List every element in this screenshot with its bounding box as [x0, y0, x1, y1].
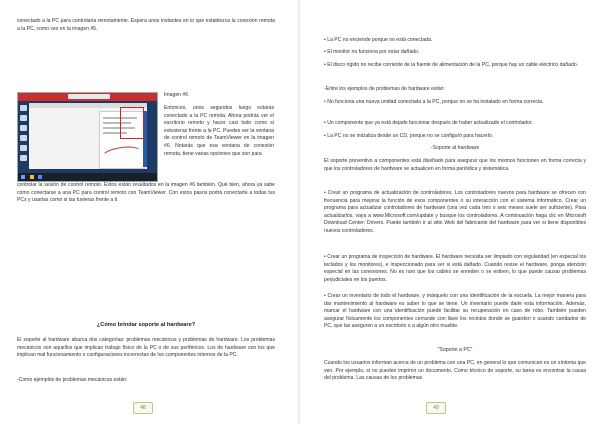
- taskbar-folder-icon: [30, 175, 34, 179]
- image-caption: Imagen #6: [164, 92, 189, 98]
- drivers-paragraph: • Crear un programa de actualización de controladores. Los controladores nuevos para hardware se ofrecen con frecuencia para mejorar la función de esos componentes o su interacción con el sistema informático. Crear un programa para actualizar controladores de hardware (una vez cada tres o seis meses suele ser suficiente). Para actualizarlos, vaya a www.Microsoft.com/update y busque los controladores. A continuación haga clic en Microsoft Download Center: Drivers. Puede también ir al sitio Web del fabricante del hardware para ver si tiene disponibles nuevos controladores.: [324, 190, 586, 234]
- desktop-icon: [20, 105, 27, 111]
- inspection-paragraph: • Crear un programa de inspección de hardware. El hardware necesita ser limpiado con regularidad (en especial los teclados y los monitores), e inspeccionado para ver si está dañado. Cuando revise el hardware, ponga atención especial en las conexiones. No es raro que los cables se enreden o se estiren, lo que puede causar problemas perjudiciales en los puertos.: [324, 254, 586, 283]
- desktop-icon: [20, 155, 27, 161]
- bullet-item: • La PC no se inicializa desde un CD, porque no se configuró para hacerlo.: [324, 133, 494, 139]
- bullet-item: • Un componente que ya está dejado funcionar después de haber actualizado el controlador.: [324, 120, 533, 126]
- page-number: 49: [426, 402, 446, 414]
- continuation-paragraph: controlar la sesión de control remoto. Estos están resaltados en la imagen #6 también. Qué bien, ahora ya sabe cómo conectarse a una PC para control remoto con TeamViewer. Con estos pasos podrá conectarte a todas tus PCs y usarlas como si las tuvieras frente a ti.: [17, 182, 275, 204]
- bullet-item: • El disco rígido no recibe corriente de la fuente de alimentación de la PC, porque hay un cable eléctrico dañado.: [324, 62, 579, 68]
- inventory-paragraph: • Crear un inventario de todo el hardware, y márquelo con una identificación de la escuela. La mejor manera para dar mantenimiento al hardware es saber lo que se tiene. Un inventario puede darle esta información. Además, marcar el hardware con una identificación puede facilitar su recuperación en caso de robo. También pueden asegurar físicamente los componentes cerrando con llave los recintos donde se guarden o usando candados de PC, que las aseguren a un escritorio o a algún otro mueble.: [324, 293, 586, 330]
- preventive-paragraph: El soporte preventivo a componentes está diseñado para asegurar que los mismos funcionen en forma correcta y que los controladores de hardware se actualicen en forma periódica y sistemática.: [324, 158, 586, 172]
- teamviewer-screenshot: [17, 92, 158, 182]
- taskbar-app-icon: [38, 175, 42, 179]
- desktop-icon: [20, 135, 27, 141]
- mechanical-examples-intro: -Como ejemplos de problemas mecánicos están:: [17, 377, 128, 383]
- hardware-paragraph: El soporte al hardware abarca dos categorías: problemas mecánicos y problemas de hardware. Los problemas mecánicos son aquellos que implican trabajo físico de la PC o de sus periféricos. Los de hardware son los que implican mal funcionamiento o configuraciones incorrectas de los componentes internos de la PC.: [17, 337, 275, 359]
- pc-support-paragraph: Cuando los usuarios informan acerca de un problema con una PC, en general lo que comunican es un síntoma que ven. Por ejemplo, si no pueden imprimir un documento. Como técnico de soporte, su tarea es encontrar la causa del problema. Las causas de los problemas: [324, 360, 586, 382]
- subheading: -Soporte al hardware: [430, 145, 480, 151]
- hardware-examples-intro: -Entre los ejemplos de problemas de hardware están:: [324, 86, 445, 92]
- screenshot-title-field: [68, 94, 110, 99]
- start-icon: [21, 175, 25, 179]
- image-side-text: Entonces, unos segundos luego estarás conectado a la PC remota. Ahora podrás ver el escritorio remoto y hacer casi todo como si estuvieras frente a la PC. Puedes ver la ventana de control remoto de TeamViewer en la imagen #6. Notarás que esa ventana de conexión remota, tiene varias opciones que son para: [164, 105, 274, 157]
- desktop-icon: [20, 145, 27, 151]
- right-page: [300, 0, 600, 424]
- intro-paragraph: conectado a la PC para controlarla remotamente. Espera unos instantes en lo que establezca la conexion remota a la PC, como ves en la imagen #5.: [17, 18, 275, 32]
- subheading: "Soporte a PC": [437, 347, 473, 353]
- bullet-item: • La PC no enciende porque no está conectada.: [324, 37, 433, 43]
- page-number: 48: [133, 402, 153, 414]
- highlight-frame: [120, 107, 144, 139]
- desktop-icon: [20, 125, 27, 131]
- bullet-item: • El monitor no funciona por estar dañado.: [324, 49, 420, 55]
- section-heading: ¿Cómo brindar soporte al hardware?: [96, 322, 196, 328]
- desktop-icon: [20, 115, 27, 121]
- bullet-item: • No funciona una nueva unidad conectada a la PC, porque no se ha instalado en forma correcta.: [324, 99, 544, 105]
